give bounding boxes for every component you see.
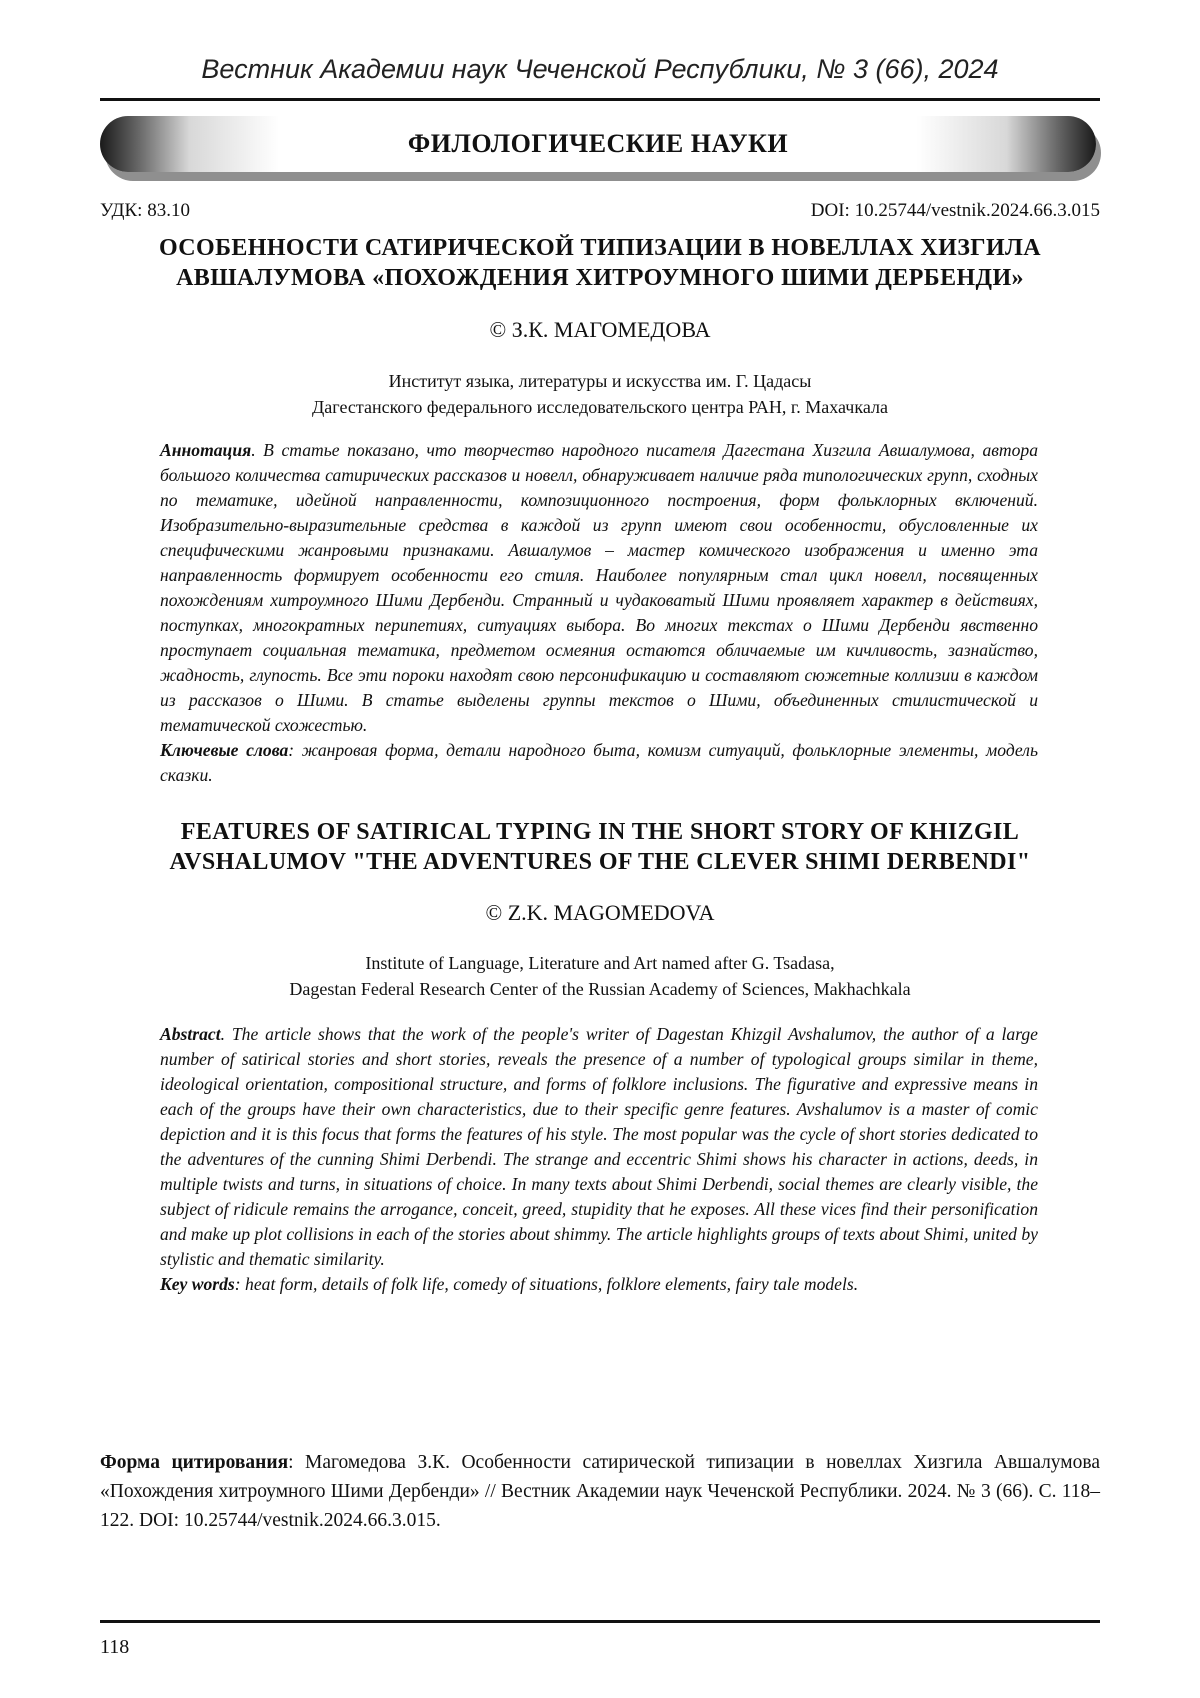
en-title-line: AVSHALUMOV "THE ADVENTURES OF THE CLEVER SHIMI DERBENDI"	[100, 847, 1100, 877]
en-keywords-text: : heat form, details of folk life, comedy of situations, folklore elements, fairy tale models.	[235, 1274, 858, 1294]
page-number: 118	[100, 1636, 129, 1659]
en-affil-line: Institute of Language, Literature and Art named after G. Tsadasa,	[100, 950, 1100, 976]
ru-affiliation	[100, 368, 1100, 420]
udk-code: УДК: 83.10	[100, 200, 190, 222]
ru-abstract-label: Аннотация	[160, 440, 251, 460]
citation-text: : Магомедова З.К. Особенности сатирической типизации в новеллах Хизгила Авшалумова «Похождения хитроумного Шими Дербенди» // Вестник Академии наук Чеченской Республики. 2024. № 3 (66). С. 118–122. DOI: 10.25744/vestnik.2024.66.3.015.	[100, 1452, 1100, 1531]
ru-abstract-paragraph	[160, 438, 1038, 738]
ru-abstract-text: . В статье показано, что творчество народного писателя Дагестана Хизгила Авшалумова, автора большого количества сатирических рассказов и новелл, обнаруживает наличие ряда типологических групп, сходных по тематике, идейной направленности, композиционного построения, форм фольклорных включений. Изобразительно-выразительные средства в каждой из групп имеют свои особенности, обусловленные их специфическими жанровыми признаками. Авшалумов – мастер комического изображения и именно эта направленность формирует особенности его стиля. Наиболее популярным стал цикл новелл, посвященных похождениям хитроумного Шими Дербенди. Странный и чудаковатый Шими проявляет характер в действиях, поступках, многократных перипетиях, ситуациях выбора. Во многих текстах о Шими Дербенди явственно проступает социальная тематика, предметом осмеяния остаются обличаемые им кичливость, зазнайство, жадность, глупость. Все эти пороки находят свою персонификацию и составляют сюжетные коллизии в каждом из рассказов о Шими. В статье выделены группы текстов о Шими, объединенных стилистической и тематической схожестью.	[160, 440, 1038, 735]
doi: DOI: 10.25744/vestnik.2024.66.3.015	[811, 200, 1100, 222]
en-author: © Z.K. MAGOMEDOVA	[100, 900, 1100, 926]
ru-article-title	[100, 233, 1100, 293]
journal-title: Вестник Академии наук Чеченской Республики, № 3 (66), 2024	[100, 54, 1100, 85]
en-abstract-paragraph	[160, 1022, 1038, 1272]
en-article-title	[100, 817, 1100, 877]
citation-label: Форма цитирования	[100, 1452, 288, 1473]
en-title-line: FEATURES OF SATIRICAL TYPING IN THE SHORT STORY OF KHIZGIL	[100, 817, 1100, 847]
citation	[100, 1448, 1100, 1535]
section-title: ФИЛОЛОГИЧЕСКИЕ НАУКИ	[408, 129, 788, 159]
en-abstract-text: . The article shows that the work of the people's writer of Dagestan Khizgil Avshalumov, the author of a large number of satirical stories and short stories, reveals the presence of a number of typological groups similar in theme, ideological orientation, compositional structure, and forms of folklore inclusions. The figurative and expressive means in each of the groups have their own characteristics, due to their specific genre features. Avshalumov is a master of comic depiction and it is this focus that forms the features of his style. The most popular was the cycle of short stories dedicated to the adventures of the cunning Shimi Derbendi. The strange and eccentric Shimi shows his character in actions, deeds, in multiple twists and turns, in situations of choice. In many texts about Shimi Derbendi, social themes are clearly visible, the subject of ridicule remains the arrogance, conceit, greed, stupidity that he exposes. All these vices find their personification and make up plot collisions in each of the stories about shimmy. The article highlights groups of texts about Shimi, united by stylistic and thematic similarity.	[160, 1024, 1038, 1269]
ru-abstract	[160, 438, 1038, 788]
footer-rule	[100, 1620, 1100, 1623]
section-banner	[100, 116, 1096, 172]
en-keywords-paragraph	[160, 1272, 1038, 1297]
ru-keywords-paragraph	[160, 738, 1038, 788]
ru-title-line: АВШАЛУМОВА «ПОХОЖДЕНИЯ ХИТРОУМНОГО ШИМИ ДЕРБЕНДИ»	[100, 263, 1100, 293]
header-rule	[100, 98, 1100, 101]
en-keywords-label: Key words	[160, 1274, 235, 1294]
ru-affil-line: Дагестанского федерального исследовательского центра РАН, г. Махачкала	[100, 394, 1100, 420]
en-affil-line: Dagestan Federal Research Center of the Russian Academy of Sciences, Makhachkala	[100, 976, 1100, 1002]
ru-affil-line: Институт языка, литературы и искусства им. Г. Цадасы	[100, 368, 1100, 394]
ru-keywords-label: Ключевые слова	[160, 740, 288, 760]
en-abstract-label: Abstract	[160, 1024, 221, 1044]
ru-keywords-text: : жанровая форма, детали народного быта, комизм ситуаций, фольклорные элементы, модель сказки.	[160, 740, 1038, 785]
en-abstract	[160, 1022, 1038, 1297]
ru-title-line: ОСОБЕННОСТИ САТИРИЧЕСКОЙ ТИПИЗАЦИИ В НОВЕЛЛАХ ХИЗГИЛА	[100, 233, 1100, 263]
en-affiliation	[100, 950, 1100, 1002]
ru-author: © З.К. МАГОМЕДОВА	[100, 317, 1100, 343]
